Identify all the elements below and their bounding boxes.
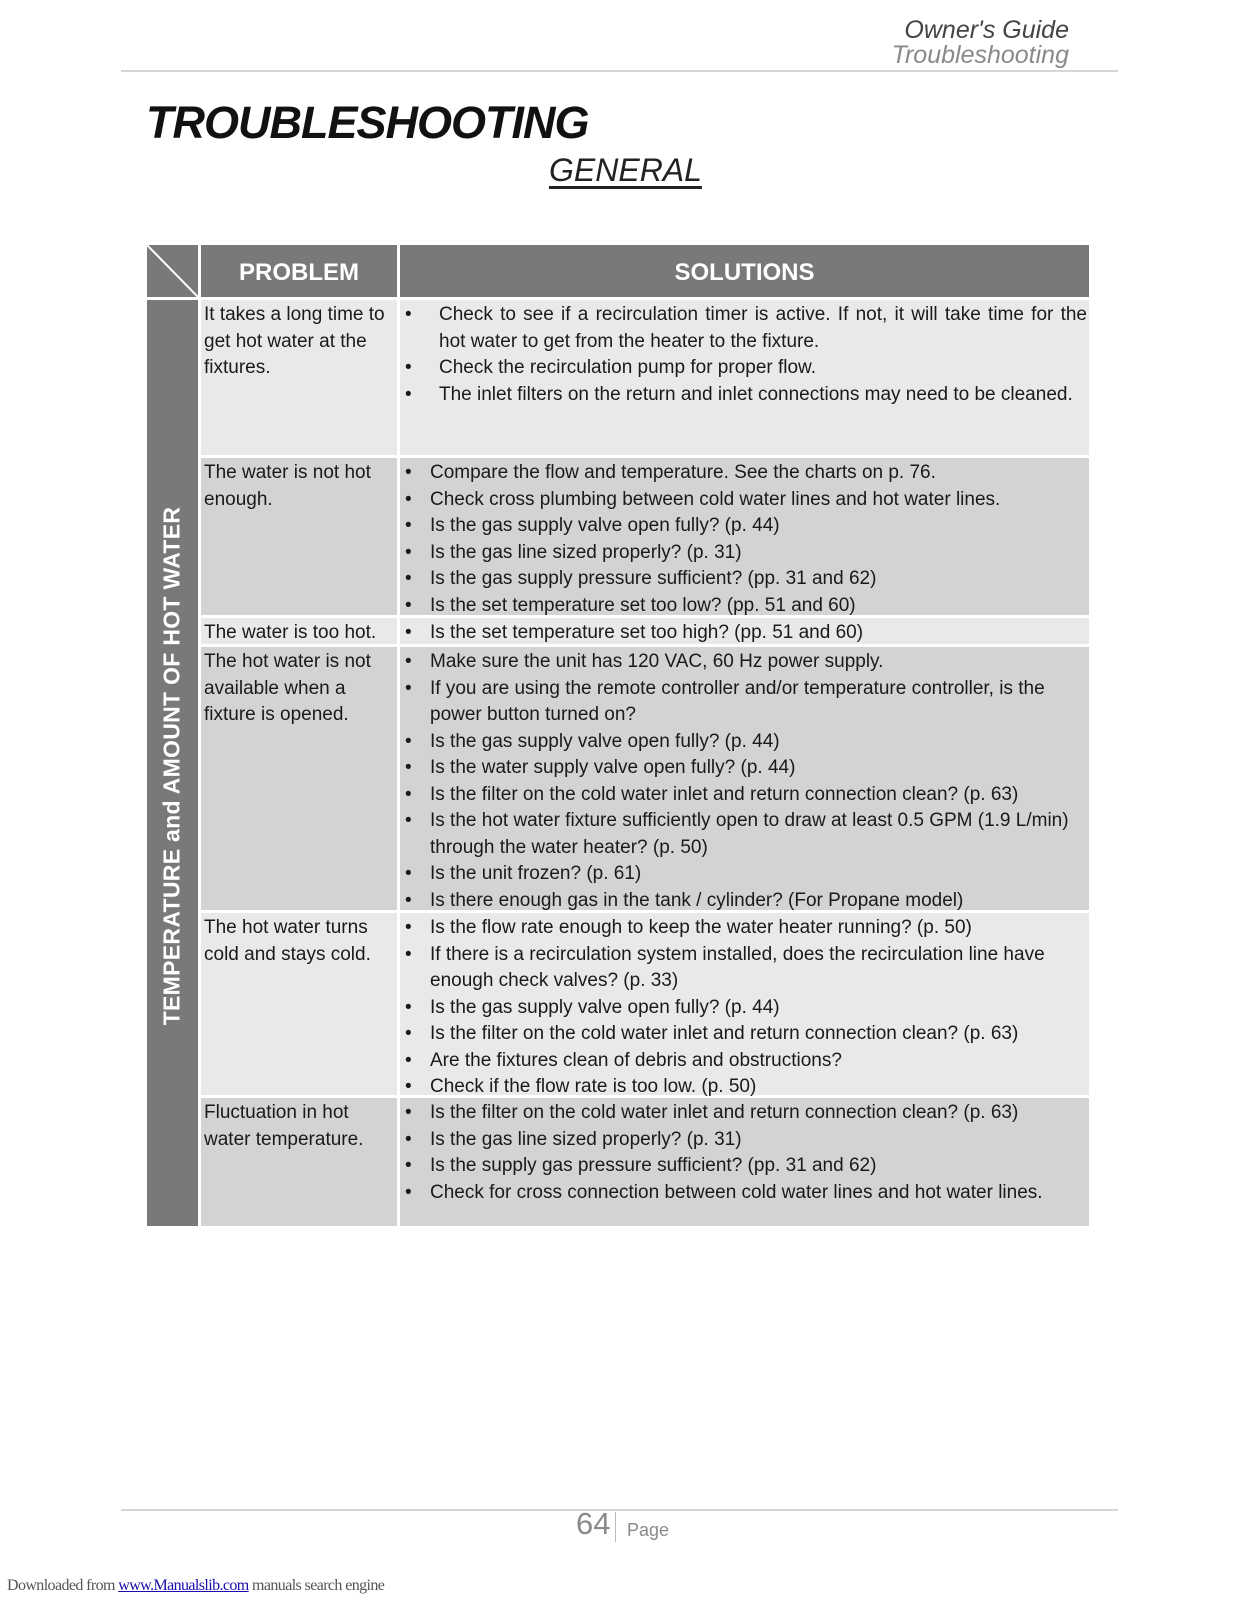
solution-item: • Is the gas supply pressure sufficient? (pp. 31 and 62) [400, 566, 1087, 593]
header-divider [121, 70, 1118, 72]
solution-item: • Is the gas line sized properly? (p. 31) [400, 1127, 1087, 1154]
solutions-cell [400, 913, 1089, 1095]
solution-item: • Is the set temperature set too high? (pp. 51 and 60) [400, 620, 1087, 647]
solution-item: • Is the supply gas pressure sufficient? (pp. 31 and 62) [400, 1153, 1087, 1180]
solution-item: • Is the unit frozen? (p. 61) [400, 861, 1087, 888]
solution-item: • Are the fixtures clean of debris and obstructions? [400, 1048, 1087, 1075]
solution-item: • Is the hot water fixture sufficiently open to draw at least 0.5 GPM (1.9 L/min) through the water heater? (p. 50) [400, 808, 1087, 861]
solutions-cell [400, 458, 1089, 615]
solution-item: • Is the gas supply valve open fully? (p. 44) [400, 995, 1087, 1022]
solution-item: • Check cross plumbing between cold water lines and hot water lines. [400, 487, 1087, 514]
solutions-cell [400, 618, 1089, 644]
solutions-cell [400, 1098, 1089, 1226]
solution-item: • If you are using the remote controller and/or temperature controller, is the power button turned on? [400, 676, 1087, 729]
solution-item: • Is the set temperature set too low? (pp. 51 and 60) [400, 593, 1087, 620]
solution-item: • Is the filter on the cold water inlet and return connection clean? (p. 63) [400, 1021, 1087, 1048]
solution-item: • The inlet filters on the return and inlet connections may need to be cleaned. [400, 382, 1087, 409]
download-notice [7, 1577, 384, 1595]
solution-item: • Make sure the unit has 120 VAC, 60 Hz power supply. [400, 649, 1087, 676]
header-guide-title: Owner's Guide [904, 16, 1069, 44]
page-title: TROUBLESHOOTING [146, 97, 589, 148]
page-subtitle: GENERAL [549, 152, 702, 188]
problem-cell: The water is not hot enough. [201, 458, 397, 615]
page-number: 64 [576, 1506, 611, 1541]
solution-item: • Check the recirculation pump for proper flow. [400, 355, 1087, 382]
problem-cell: The hot water is not available when a fixture is opened. [201, 647, 397, 910]
download-suffix: manuals search engine [248, 1577, 385, 1594]
page-label: Page [627, 1520, 670, 1540]
problem-column-header: PROBLEM [201, 245, 397, 297]
solution-item: • Is the gas supply valve open fully? (p. 44) [400, 729, 1087, 756]
category-label-cell [147, 300, 198, 1226]
solutions-cell [400, 647, 1089, 910]
solutions-cell [400, 300, 1089, 455]
solution-item: • Is the filter on the cold water inlet and return connection clean? (p. 63) [400, 1100, 1087, 1127]
solution-item: • Is the filter on the cold water inlet and return connection clean? (p. 63) [400, 782, 1087, 809]
header-section-title: Troubleshooting [891, 41, 1069, 69]
table-corner-cell [147, 245, 198, 297]
problem-cell: Fluctuation in hot water temperature. [201, 1098, 397, 1226]
solution-item: • Is the flow rate enough to keep the water heater running? (p. 50) [400, 915, 1087, 942]
footer-divider [121, 1509, 1118, 1511]
solution-item: • Is there enough gas in the tank / cylinder? (For Propane model) [400, 888, 1087, 915]
solution-item: • Check to see if a recirculation timer is active. If not, it will take time for the hot water to get from the heater to the fixture. [400, 302, 1087, 355]
solution-item: • Is the gas line sized properly? (p. 31) [400, 540, 1087, 567]
manualslib-link[interactable]: www.Manualslib.com [118, 1577, 249, 1594]
solution-item: • Check if the flow rate is too low. (p. 50) [400, 1074, 1087, 1101]
troubleshooting-table [147, 245, 1089, 1226]
category-label: TEMPERATURE and AMOUNT OF HOT WATER [158, 506, 185, 1026]
diagonal-line-icon [147, 245, 198, 297]
solution-item: • Is the water supply valve open fully? (p. 44) [400, 755, 1087, 782]
download-prefix: Downloaded from [7, 1577, 119, 1594]
page-number-separator [615, 1512, 616, 1542]
problem-cell: The water is too hot. [201, 618, 397, 644]
solution-item: • Check for cross connection between cold water lines and hot water lines. [400, 1180, 1087, 1207]
solutions-column-header: SOLUTIONS [400, 245, 1089, 297]
problem-cell: It takes a long time to get hot water at the fixtures. [201, 300, 397, 455]
solution-item: • Is the gas supply valve open fully? (p. 44) [400, 513, 1087, 540]
solution-item: • Compare the flow and temperature. See the charts on p. 76. [400, 460, 1087, 487]
problem-cell: The hot water turns cold and stays cold. [201, 913, 397, 1095]
solution-item: • If there is a recirculation system installed, does the recirculation line have enough check valves? (p. 33) [400, 942, 1087, 995]
